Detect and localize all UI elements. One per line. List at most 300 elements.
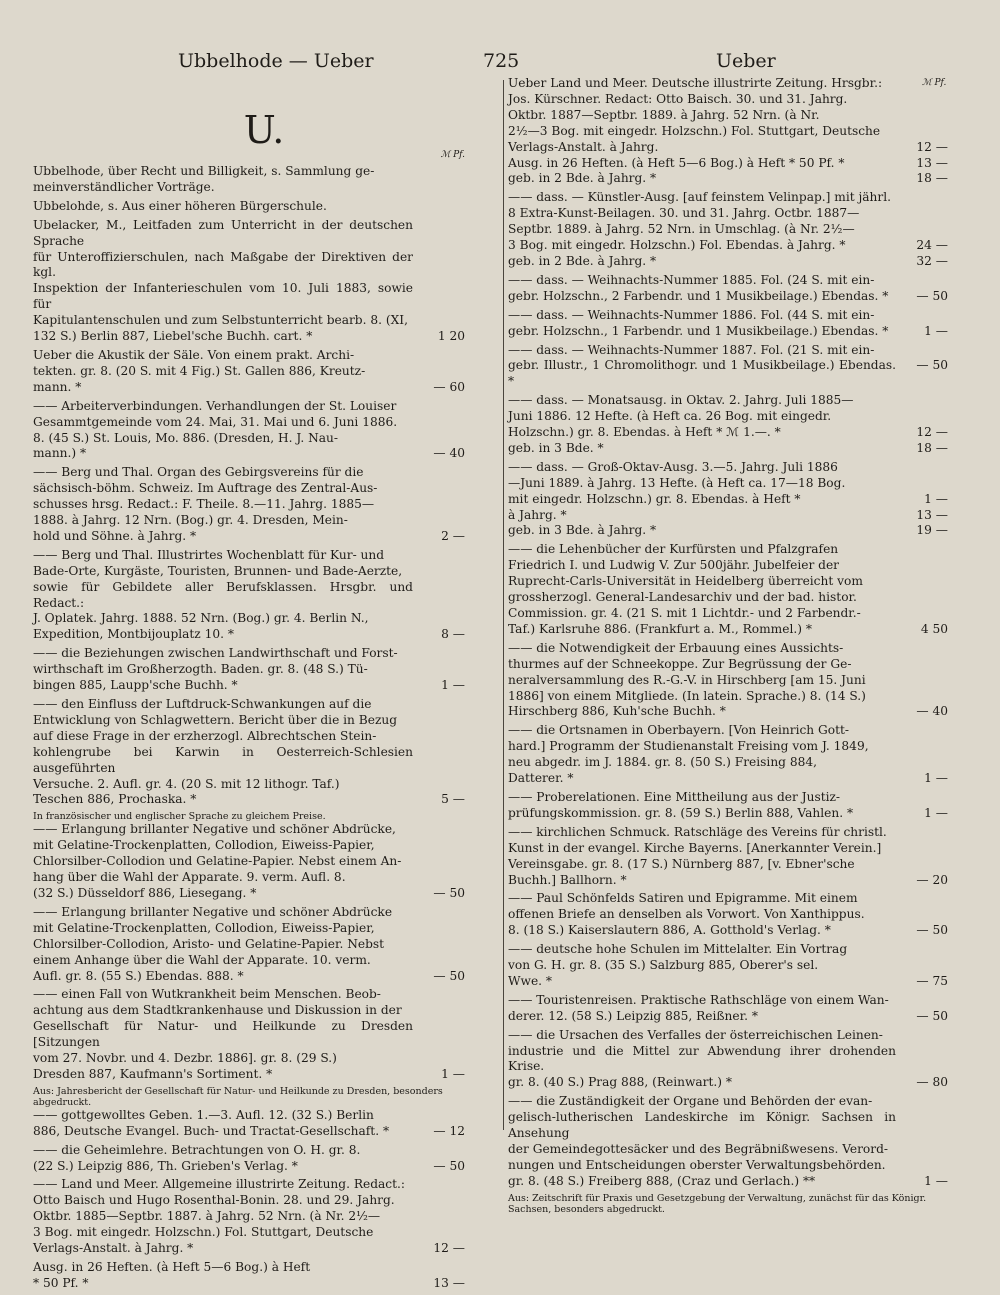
entry-text (508, 942, 948, 990)
entry-line (508, 825, 896, 841)
entry-line (508, 425, 948, 441)
entry-price: 1 — (924, 805, 948, 820)
entry-line: —— gottgewolltes Geben. 1.—3. Aufl. 12. (32 S.) Berlin (33, 1107, 374, 1122)
entry-line (508, 739, 896, 755)
entry-line-text: Holzschn.) gr. 8. Ebendas. à Heft * ℳ 1.—. * (508, 425, 781, 440)
entry-line: Verlags-Anstalt. à Jahrg. * (33, 1241, 194, 1256)
entry-line-text: Juni 1886. 12 Hefte. (à Heft ca. 26 Bog. mit eingedr. (508, 409, 832, 424)
entry-line (508, 1094, 896, 1110)
entry-line-text: offenen Briefe an denselben als Vorwort. Von Xanthippus. (508, 907, 865, 922)
entry-line (508, 288, 948, 305)
entry-line (508, 942, 896, 958)
entry-line: mann.) * (33, 446, 87, 461)
entry-price: 24 — (916, 238, 948, 253)
entry-line-text: Datterer. * (508, 771, 574, 786)
catalog-entry (33, 164, 465, 196)
entry-price: 1 — (924, 323, 948, 338)
entry-line: 1888. à Jahrg. 12 Nrn. (Bog.) gr. 4. Dresden, Mein- (33, 513, 348, 528)
entry-price: — 50 (916, 1008, 948, 1023)
running-head-left: Ubbelhode — Ueber (178, 50, 374, 72)
catalog-entry (33, 399, 465, 463)
entry-text (508, 542, 948, 637)
entry-price: — 40 (916, 704, 948, 719)
entry-line-text: prüfungskommission. gr. 8. (59 S.) Berlin 888, Vahlen. * (508, 805, 854, 820)
entry-line: Kapitulantenschulen und zum Selbstunterricht bearb. 8. (XI, (33, 313, 408, 328)
entry-price: — 50 (916, 923, 948, 938)
catalog-entry (508, 993, 948, 1025)
entry-line (508, 1044, 896, 1076)
entry-line-text: —— dass. — Weihnachts-Nummer 1885. Fol. (24 S. mit ein- (508, 272, 875, 287)
entry-line (508, 308, 896, 324)
entry-line: (22 S.) Leipzig 886, Th. Grieben's Verlag. * (33, 1158, 298, 1173)
entry-line (508, 460, 896, 476)
entry-line (508, 253, 948, 270)
entry-line (508, 657, 896, 673)
entry-line-text: gr. 8. (40 S.) Prag 888, (Reinwart.) * (508, 1075, 732, 1090)
entry-line: bingen 885, Laupp'sche Buchh. * (33, 678, 238, 693)
entry-line: Expedition, Montbijouplatz 10. * (33, 627, 234, 642)
entry-line (508, 790, 896, 806)
entry-line (508, 606, 896, 622)
catalog-entry (33, 905, 465, 985)
entry-line-text: Kunst in der evangel. Kirche Bayerns. [Anerkannter Verein.] (508, 840, 882, 855)
entry-line-text: gebr. Illustr., 1 Chromolithogr. und 1 Musikbeilage.) Ebendas. * (508, 358, 896, 389)
entry-line: —— die Beziehungen zwischen Landwirthschaft und Forst- (33, 646, 398, 661)
entry-line: sowie für Gebildete aller Berufsklassen. Hrsgbr. und Redact.: (33, 579, 413, 610)
entry-price: 1 — (441, 678, 465, 693)
entry-line: Ubbelhode, über Recht und Billigkeit, s. Sammlung ge- (33, 164, 375, 178)
entry-line-text: grossherzogl. General-Landesarchiv und der bad. histor. (508, 590, 857, 605)
entry-line (508, 1075, 948, 1091)
entry-line-text: —— dass. — Weihnachts-Nummer 1886. Fol. (44 S. mit ein- (508, 307, 875, 322)
entry-line (508, 1173, 948, 1190)
catalog-entry (33, 646, 465, 694)
entry-line-text: —— die Notwendigkeit der Erbauung eines Aussichts- (508, 640, 844, 655)
catalog-entry (508, 1094, 948, 1189)
entry-line: —— Erlangung brillanter Negative und schöner Abdrücke, (33, 822, 396, 837)
catalog-entry (508, 273, 948, 305)
entry-line: Bade-Orte, Kurgäste, Touristen, Brunnen- und Bade-Aerzte, (33, 563, 403, 578)
entry-line: Gesellschaft für Natur- und Heilkunde zu Dresden [Sitzungen (33, 1019, 413, 1050)
catalog-entry (508, 190, 948, 270)
entry-line (508, 323, 948, 340)
entry-line (508, 574, 896, 590)
entry-line-text: Buchh.] Ballhorn. * (508, 872, 627, 887)
entry-text (33, 548, 413, 643)
entry-line (508, 155, 948, 172)
entry-line-text: —— dass. — Künstler-Ausg. [auf feinstem Velinpap.] mit jährl. (508, 190, 891, 205)
entry-line: —— Berg und Thal. Illustrirtes Wochenblatt für Kur- und (33, 547, 385, 562)
entry-text (508, 272, 948, 305)
entry-line (508, 857, 896, 873)
entry-line (508, 206, 896, 222)
entry-line (508, 923, 948, 939)
entry-line-text: geb. in 3 Bde. * (508, 440, 604, 455)
entry-line-text: geb. in 3 Bde. à Jahrg. * (508, 523, 657, 538)
entry-price: 18 — (916, 171, 948, 186)
catalog-entry (508, 76, 948, 187)
entry-line: Gesammtgemeinde vom 24. Mai, 31. Mai und 6. Juni 1886. (33, 414, 398, 429)
catalog-entry (33, 1143, 465, 1175)
entry-line (508, 358, 948, 390)
entry-line-text: Verlags-Anstalt. à Jahrg. (508, 139, 659, 154)
catalog-entry (508, 343, 948, 391)
catalog-entry (33, 348, 465, 396)
entry-line (508, 841, 896, 857)
entry-line: J. Oplatek. Jahrg. 1888. 52 Nrn. (Bog.) gr. 4. Berlin N., (33, 611, 369, 626)
catalog-entry (33, 822, 465, 902)
entry-line-text: neralversammlung des R.-G.-V. in Hirschberg [am 15. Juni (508, 672, 866, 687)
entry-line: kohlengrube bei Karwin in Oesterreich-Schlesien ausgeführten (33, 744, 413, 775)
column-divider (503, 80, 504, 1130)
entry-text (33, 465, 413, 545)
entry-line-text: Vereinsgabe. gr. 8. (17 S.) Nürnberg 887, [v. Ebner'sche (508, 856, 855, 871)
entry-price: 32 — (916, 253, 948, 268)
entry-line (508, 108, 896, 124)
entry-line: —— den Einfluss der Luftdruck-Schwankungen auf die (33, 697, 372, 711)
entry-line-text: gr. 8. (48 S.) Freiberg 888, (Craz und Gerlach.) ** (508, 1173, 816, 1188)
entry-price: — 12 (433, 1123, 465, 1138)
entry-line (508, 76, 896, 92)
left-entry-list (33, 164, 465, 1292)
catalog-entry (508, 641, 948, 721)
entry-line-text: nungen und Entscheidungen oberster Verwaltungsbehörden. (508, 1157, 886, 1172)
catalog-entry (33, 987, 465, 1082)
entry-text (33, 1108, 413, 1140)
entry-line (508, 124, 896, 140)
entry-price: 13 — (433, 1275, 465, 1290)
entry-line-text: der Gemeindegottesäcker und des Begräbnißwesens. Verord- (508, 1142, 889, 1156)
entry-line (508, 755, 896, 771)
entry-note: In französischer und englischer Sprache zu gleichem Preise. (33, 811, 326, 823)
entry-line-text: gelisch-lutherischen Landeskirche im Königr. Sachsen in Ansehung (508, 1110, 896, 1141)
entry-line (508, 393, 896, 409)
entry-line (508, 771, 948, 787)
entry-line: mann. * (33, 379, 82, 394)
entry-text (33, 1143, 413, 1175)
entry-line: Dresden 887, Kaufmann's Sortiment. * (33, 1066, 273, 1081)
entry-line-text: 8 Extra-Kunst-Beilagen. 30. und 31. Jahrg. Octbr. 1887— (508, 206, 860, 221)
entry-text (508, 1094, 948, 1189)
entry-price: 12 — (916, 425, 948, 440)
entry-line (508, 805, 948, 822)
catalog-entry (33, 697, 465, 808)
entry-price: 1 — (924, 1173, 948, 1188)
entry-line-text: 3 Bog. mit eingedr. Holzschn.) Fol. Ebendas. à Jahrg. * (508, 238, 846, 253)
entry-line-text: —— dass. — Monatsausg. in Oktav. 2. Jahrg. Juli 1885— (508, 393, 854, 408)
catalog-entry (508, 891, 948, 939)
entry-line-text: Hirschberg 886, Kuh'sche Buchh. * (508, 704, 726, 719)
entry-line (508, 1142, 896, 1158)
entry-price: 19 — (916, 523, 948, 538)
entry-line: 132 S.) Berlin 887, Liebel'sche Buchh. cart. * (33, 329, 313, 344)
entry-line: Entwicklung von Schlagwettern. Bericht über die in Bezug (33, 712, 398, 727)
entry-note: Aus: Jahresbericht der Gesellschaft für Natur- und Heilkunde zu Dresden, besonders abgedruckt. (33, 1085, 443, 1108)
entry-line (508, 440, 948, 457)
entry-line-text: geb. in 2 Bde. à Jahrg. * (508, 253, 657, 268)
entry-line (508, 958, 896, 974)
catalog-entry (33, 218, 465, 345)
entry-line: mit Gelatine-Trockenplatten, Collodion, Eiweiss-Papier, (33, 920, 375, 935)
entry-price: — 75 (916, 973, 948, 988)
entry-line (508, 343, 896, 359)
catalog-entry (33, 548, 465, 643)
catalog-entry (508, 825, 948, 889)
entry-line-text: Ueber Land und Meer. Deutsche illustrirte Zeitung. Hrsgbr.: (508, 76, 883, 90)
entry-line: —— Arbeiterverbindungen. Verhandlungen der St. Louiser (33, 398, 397, 413)
entry-line-text: —— Proberelationen. Eine Mittheilung aus der Justiz- (508, 789, 841, 804)
catalog-entry (508, 942, 948, 990)
running-head-right: Ueber (716, 50, 776, 72)
entry-text (508, 640, 948, 721)
entry-line (508, 558, 896, 574)
entry-text (33, 218, 413, 345)
entry-line (508, 673, 896, 689)
entry-line-text: —— die Ursachen des Verfalles der österreichischen Leinen- (508, 1027, 883, 1042)
entry-line (508, 238, 948, 254)
entry-line: Ubbelohde, s. Aus einer höheren Bürgerschule. (33, 198, 327, 213)
entry-line-text: —— Paul Schönfelds Satiren und Epigramme. Mit einem (508, 891, 858, 906)
entry-line-text: Oktbr. 1887—Septbr. 1889. à Jahrg. 52 Nrn. (à Nr. (508, 107, 820, 122)
catalog-entry (33, 1260, 465, 1292)
entry-line: 8. (45 S.) St. Louis, Mo. 886. (Dresden, H. J. Nau- (33, 430, 338, 445)
entry-note: Aus: Zeitschrift für Praxis und Gesetzgebung der Verwaltung, zunächst für das Königr. Sachsen, besonders abgedruckt. (508, 1192, 927, 1215)
entry-line-text: 8. (18 S.) Kaiserslautern 886, A. Gotthold's Verlag. * (508, 923, 831, 938)
catalog-entry (33, 465, 465, 545)
entry-line (508, 491, 948, 508)
entry-line-text: —Juni 1889. à Jahrg. 13 Hefte. (à Heft ca. 17—18 Bog. (508, 475, 846, 490)
entry-price: — 50 (433, 968, 465, 983)
catalog-entry (508, 790, 948, 822)
entry-line-text: —— kirchlichen Schmuck. Ratschläge des Vereins für christl. (508, 824, 887, 839)
entry-text (33, 348, 413, 396)
entry-line (508, 273, 896, 289)
entry-line-text: Ruprecht-Carls-Universität in Heidelberg überreicht vom (508, 574, 863, 589)
entry-price: 8 — (441, 627, 465, 642)
entry-line: —— Erlangung brillanter Negative und schöner Abdrücke (33, 904, 393, 919)
entry-text (33, 164, 413, 196)
entry-line: tekten. gr. 8. (20 S. mit 4 Fig.) St. Gallen 886, Kreutz- (33, 363, 366, 378)
entry-text (33, 822, 413, 902)
entry-line-text: —— die Ortsnamen in Oberbayern. [Von Heinrich Gott- (508, 723, 849, 738)
page-number: 725 (483, 50, 520, 72)
entry-line-text: Jos. Kürschner. Redact: Otto Baisch. 30. und 31. Jahrg. (508, 91, 848, 106)
entry-price: 12 — (433, 1241, 465, 1256)
entry-text (508, 1027, 948, 1092)
entry-line-text: Wwe. * (508, 973, 553, 988)
catalog-entry (508, 723, 948, 787)
entry-line: Oktbr. 1885—Septbr. 1887. à Jahrg. 52 Nrn. (à Nr. 2½— (33, 1209, 381, 1224)
entry-line: Teschen 886, Prochaska. * (33, 792, 197, 807)
entry-line-text: gebr. Holzschn., 1 Farbendr. und 1 Musikbeilage.) Ebendas. * (508, 323, 889, 338)
catalog-entry (508, 460, 948, 540)
entry-line-text: geb. in 2 Bde. à Jahrg. * (508, 171, 657, 186)
entry-line (508, 872, 948, 889)
entry-price: — 80 (916, 1075, 948, 1090)
entry-price: 1 20 (437, 329, 465, 344)
catalog-entry (508, 393, 948, 457)
entry-line: Otto Baisch und Hugo Rosenthal-Bonin. 28. und 29. Jahrg. (33, 1193, 395, 1208)
entry-price: — 50 (916, 288, 948, 303)
entry-line-text: neu abgedr. im J. 1884. gr. 8. (50 S.) Freising 884, (508, 755, 817, 770)
currency-header: ℳ Pf. (440, 150, 465, 160)
entry-price: 1 — (441, 1066, 465, 1081)
entry-line: vom 27. Novbr. und 4. Dezbr. 1886]. gr. 8. (29 S.) (33, 1051, 337, 1066)
entry-line (508, 409, 896, 425)
entry-text (508, 789, 948, 822)
entry-line-text: mit eingedr. Holzschn.) gr. 8. Ebendas. à Heft * (508, 491, 801, 506)
entry-line: —— Land und Meer. Allgemeine illustrirte Zeitung. Redact.: (33, 1177, 405, 1192)
entry-text (33, 987, 413, 1082)
entry-price: — 50 (433, 885, 465, 900)
catalog-entry (508, 542, 948, 637)
entry-line (508, 621, 948, 638)
entry-text (508, 342, 948, 391)
right-entry-list (508, 76, 948, 1215)
entry-line: wirthschaft im Großherzogth. Baden. gr. 8. (48 S.) Tü- (33, 662, 368, 677)
entry-price: 1 — (924, 771, 948, 786)
entry-price: 13 — (916, 507, 948, 522)
catalog-entry (508, 308, 948, 340)
entry-line-text: Taf.) Karlsruhe 886. (Frankfurt a. M., Rommel.) * (508, 621, 812, 636)
entry-line: Chlorsilber-Collodion und Gelatine-Papier. Nebst einem An- (33, 854, 402, 869)
left-column (33, 108, 465, 1295)
entry-text (33, 1260, 413, 1292)
entry-line-text: derer. 12. (58 S.) Leipzig 885, Reißner. * (508, 1008, 758, 1023)
entry-price: — 50 (916, 358, 948, 373)
entry-line (508, 1028, 896, 1044)
entry-line (508, 1110, 896, 1142)
entry-line: mit Gelatine-Trockenplatten, Collodion, Eiweiss-Papier, (33, 838, 375, 853)
entry-text (508, 459, 948, 540)
entry-text (33, 905, 413, 985)
entry-line: sächsisch-böhm. Schweiz. Im Auftrage des Zentral-Aus- (33, 481, 378, 496)
entry-line (508, 993, 896, 1009)
entry-line-text: gebr. Holzschn., 2 Farbendr. und 1 Musikbeilage.) Ebendas. * (508, 288, 889, 303)
entry-line: 3 Bog. mit eingedr. Holzschn.) Fol. Stuttgart, Deutsche (33, 1225, 374, 1240)
section-letter: U. (243, 108, 285, 152)
entry-price: 13 — (916, 155, 948, 170)
entry-text (508, 190, 948, 270)
entry-line: Ubelacker, M., Leitfaden zum Unterricht in der deutschen Sprache (33, 217, 413, 248)
entry-line: —— Berg und Thal. Organ des Gebirgsvereins für die (33, 465, 364, 480)
entry-line (508, 891, 896, 907)
entry-line (508, 542, 896, 558)
entry-line: Ueber die Akustik der Säle. Von einem prakt. Archi- (33, 347, 355, 362)
entry-line (508, 590, 896, 606)
entry-line-text: Septbr. 1889. à Jahrg. 52 Nrn. in Umschlag. (à Nr. 2½— (508, 222, 855, 237)
entry-text (33, 399, 413, 463)
entry-line (508, 641, 896, 657)
entry-line: meinverständlicher Vorträge. (33, 179, 215, 194)
entry-line: * 50 Pf. * (33, 1275, 89, 1290)
catalog-entry (33, 199, 465, 215)
entry-text (33, 697, 413, 808)
entry-price: 1 — (924, 491, 948, 506)
entry-line-text: 2½—3 Bog. mit eingedr. Holzschn.) Fol. Stuttgart, Deutsche (508, 123, 881, 138)
entry-text (508, 393, 948, 457)
entry-line: —— die Geheimlehre. Betrachtungen von O. H. gr. 8. (33, 1142, 361, 1157)
entry-line (508, 523, 948, 539)
entry-line: schusses hrsg. Redact.: F. Theile. 8.—11. Jahrg. 1885— (33, 497, 375, 512)
entry-line-text: 1886] von einem Mitgliede. (In latein. Sprache.) 8. (14 S.) (508, 688, 866, 703)
entry-line (508, 139, 948, 156)
catalog-entry (33, 1177, 465, 1257)
entry-line-text: —— dass. — Groß-Oktav-Ausg. 3.—5. Jahrg. Juli 1886 (508, 459, 838, 474)
entry-line-text: Commission. gr. 4. (21 S. mit 1 Lichtdr.- und 2 Farbendr.- (508, 606, 861, 620)
entry-price: 5 — (441, 792, 465, 807)
entry-line (508, 907, 896, 923)
entry-line: hang über die Wahl der Apparate. 9. verm. Aufl. 8. (33, 870, 346, 885)
entry-line: 886, Deutsche Evangel. Buch- und Tractat-Gesellschaft. * (33, 1123, 390, 1138)
entry-text (508, 723, 948, 787)
entry-line-text: Friedrich I. und Ludwig V. Zur 500jähr. Jubelfeier der (508, 558, 839, 573)
entry-line-text: à Jahrg. * (508, 507, 567, 522)
entry-price: — 20 (916, 872, 948, 887)
entry-line: —— einen Fall von Wutkrankheit beim Menschen. Beob- (33, 987, 381, 1002)
entry-line-text: thurmes auf der Schneekoppe. Zur Begrüssung der Ge- (508, 656, 852, 671)
entry-line (508, 222, 896, 238)
entry-price: — 50 (433, 1158, 465, 1173)
entry-line (508, 704, 948, 720)
entry-line: einem Anhange über die Wahl der Apparate. 10. verm. (33, 952, 371, 967)
entry-text (33, 1177, 413, 1257)
entry-line: Aufl. gr. 8. (55 S.) Ebendas. 888. * (33, 968, 244, 983)
entry-line: auf diese Frage in der erzherzogl. Albrechtschen Stein- (33, 728, 377, 743)
entry-line (508, 1008, 948, 1025)
entry-text (508, 307, 948, 340)
entry-price: 2 — (441, 528, 465, 543)
currency-header-right: ℳ Pf. (922, 78, 947, 88)
entry-line (508, 1158, 896, 1174)
entry-line: achtung aus dem Stadtkrankenhause und Diskussion in der (33, 1003, 402, 1018)
entry-line (508, 476, 896, 492)
entry-line-text: —— dass. — Weihnachts-Nummer 1887. Fol. (21 S. mit ein- (508, 342, 875, 357)
entry-text (508, 891, 948, 939)
entry-price: — 60 (433, 379, 465, 394)
entry-text (33, 646, 413, 694)
entry-line (508, 723, 896, 739)
entry-line (508, 689, 896, 705)
entry-line-text: —— die Lehenbücher der Kurfürsten und Pfalzgrafen (508, 542, 839, 557)
entry-line-text: industrie und die Mittel zur Abwendung ihrer drohenden Krise. (508, 1043, 896, 1074)
entry-line (508, 171, 948, 187)
entry-line: Inspektion der Infanterieschulen vom 10. Juli 1883, sowie für (33, 281, 413, 312)
right-column (508, 76, 948, 1215)
entry-line: (32 S.) Düsseldorf 886, Liesegang. * (33, 885, 257, 900)
entry-line: Versuche. 2. Aufl. gr. 4. (20 S. mit 12 lithogr. Taf.) (33, 776, 340, 791)
entry-line (508, 973, 948, 990)
entry-price: — 40 (433, 446, 465, 461)
catalog-entry (33, 1108, 465, 1140)
entry-line-text: Ausg. in 26 Heften. (à Heft 5—6 Bog.) à Heft * 50 Pf. * (508, 155, 845, 170)
entry-line-text: von G. H. gr. 8. (35 S.) Salzburg 885, Oberer's sel. (508, 958, 819, 973)
entry-line: Ausg. in 26 Heften. (à Heft 5—6 Bog.) à Heft (33, 1260, 311, 1274)
entry-line: für Unteroffizierschulen, nach Maßgabe der Direktiven der kgl. (33, 249, 413, 280)
entry-line (508, 507, 948, 524)
entry-line-text: hard.] Programm der Studienanstalt Freising vom J. 1849, (508, 739, 869, 754)
entry-line (508, 190, 896, 206)
entry-price: 4 50 (920, 621, 948, 636)
entry-price: 12 — (916, 139, 948, 154)
entry-line: Chlorsilber-Collodion, Aristo- und Gelatine-Papier. Nebst (33, 936, 385, 951)
entry-price: 18 — (916, 440, 948, 455)
entry-text (508, 992, 948, 1025)
entry-line-text: —— Touristenreisen. Praktische Rathschläge von einem Wan- (508, 992, 889, 1007)
entry-line-text: —— die Zuständigkeit der Organe und Behörden der evan- (508, 1094, 873, 1109)
entry-line (508, 92, 896, 108)
entry-line: hold und Söhne. à Jahrg. * (33, 528, 197, 543)
